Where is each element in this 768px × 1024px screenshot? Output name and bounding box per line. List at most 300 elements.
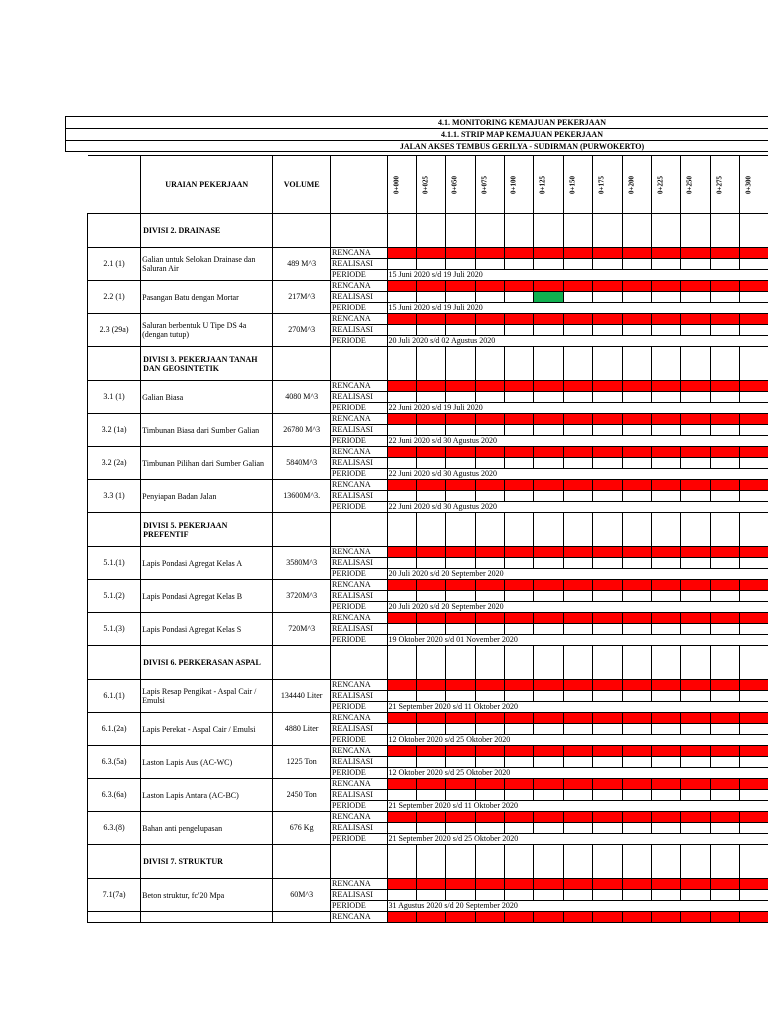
rencana-cell — [622, 281, 651, 292]
rencana-cell — [563, 613, 592, 624]
item-name-text: Laston Lapis Antara (AC-BC) — [142, 790, 239, 800]
work-item-row — [88, 447, 768, 458]
realisasi-cell — [475, 691, 504, 702]
rencana-cell — [387, 381, 416, 392]
rencana-cell — [387, 879, 416, 890]
periode-value: 31 Agustus 2020 s/d 20 September 2020 — [387, 901, 768, 912]
rencana-cell — [740, 613, 768, 624]
realisasi-cell — [681, 790, 710, 801]
realisasi-cell — [475, 392, 504, 403]
realisasi-cell — [446, 292, 475, 303]
realisasi-label: REALISASI — [331, 325, 388, 336]
realisasi-cell — [446, 624, 475, 635]
rencana-cell — [446, 281, 475, 292]
realisasi-cell — [475, 624, 504, 635]
rencana-cell — [475, 480, 504, 491]
rencana-cell — [563, 414, 592, 425]
rencana-cell — [534, 281, 563, 292]
rencana-cell — [416, 812, 445, 823]
rencana-cell — [740, 779, 768, 790]
realisasi-cell — [740, 724, 768, 735]
work-item-row — [88, 879, 768, 890]
station-cell — [681, 347, 710, 381]
rencana-cell — [534, 414, 563, 425]
realisasi-cell — [475, 558, 504, 569]
rencana-cell — [563, 314, 592, 325]
realisasi-cell — [681, 491, 710, 502]
item-volume: 5840M^3 — [273, 447, 331, 480]
station-cell — [740, 845, 768, 879]
rencana-cell — [387, 414, 416, 425]
realisasi-cell — [416, 425, 445, 436]
realisasi-cell — [416, 724, 445, 735]
item-code: 6.1.(2a) — [88, 713, 141, 746]
realisasi-label: REALISASI — [331, 790, 388, 801]
realisasi-cell — [416, 458, 445, 469]
periode-value: 22 Juni 2020 s/d 30 Agustus 2020 — [387, 469, 768, 480]
realisasi-label: REALISASI — [331, 491, 388, 502]
realisasi-cell — [710, 691, 739, 702]
item-volume: 13600M^3. — [273, 480, 331, 513]
rencana-cell — [651, 746, 680, 757]
rencana-cell — [710, 381, 739, 392]
realisasi-cell — [505, 458, 534, 469]
item-volume: 2450 Ton — [273, 779, 331, 812]
realisasi-cell — [651, 491, 680, 502]
periode-label: PERIODE — [331, 502, 388, 513]
rencana-cell — [387, 248, 416, 259]
rencana-label: RENCANA — [331, 447, 388, 458]
realisasi-cell — [534, 724, 563, 735]
progress-table — [87, 155, 768, 923]
rencana-cell — [416, 414, 445, 425]
realisasi-cell — [505, 558, 534, 569]
rencana-cell — [681, 680, 710, 691]
item-code: 3.3 (1) — [88, 480, 141, 513]
periode-label: PERIODE — [331, 403, 388, 414]
station-cell — [416, 347, 445, 381]
station-cell — [740, 214, 768, 248]
realisasi-cell — [710, 491, 739, 502]
station-cell — [446, 214, 475, 248]
item-name — [141, 746, 273, 779]
station-cell — [651, 347, 680, 381]
realisasi-cell — [593, 458, 622, 469]
rencana-cell — [622, 613, 651, 624]
item-code: 3.2 (1a) — [88, 414, 141, 447]
station-cell — [534, 845, 563, 879]
station-cell — [593, 214, 622, 248]
rencana-cell — [710, 314, 739, 325]
realisasi-cell — [651, 691, 680, 702]
realisasi-cell — [740, 823, 768, 834]
rencana-cell — [475, 779, 504, 790]
realisasi-cell — [446, 458, 475, 469]
rencana-cell — [622, 314, 651, 325]
rencana-cell — [534, 248, 563, 259]
rencana-cell — [416, 912, 445, 923]
realisasi-cell — [446, 691, 475, 702]
station-cell — [563, 646, 592, 680]
rencana-cell — [651, 680, 680, 691]
realisasi-cell — [593, 259, 622, 270]
station-cell — [505, 214, 534, 248]
division-row — [88, 845, 768, 879]
rencana-cell — [740, 680, 768, 691]
realisasi-cell — [740, 890, 768, 901]
rencana-cell — [416, 746, 445, 757]
rencana-label: RENCANA — [331, 812, 388, 823]
rencana-cell — [740, 713, 768, 724]
realisasi-label: REALISASI — [331, 259, 388, 270]
realisasi-cell — [563, 591, 592, 602]
item-code: 6.1.(1) — [88, 680, 141, 713]
station-cell — [622, 214, 651, 248]
rencana-cell — [505, 580, 534, 591]
rencana-cell — [710, 680, 739, 691]
rencana-cell — [740, 879, 768, 890]
rencana-cell — [446, 314, 475, 325]
rencana-cell — [622, 480, 651, 491]
realisasi-cell — [710, 392, 739, 403]
realisasi-cell — [475, 790, 504, 801]
rencana-cell — [446, 381, 475, 392]
rencana-cell — [416, 248, 445, 259]
realisasi-cell — [416, 790, 445, 801]
realisasi-cell — [622, 823, 651, 834]
realisasi-cell — [681, 558, 710, 569]
realisasi-cell — [475, 458, 504, 469]
rencana-cell — [563, 248, 592, 259]
rencana-cell — [446, 746, 475, 757]
station-cell — [387, 646, 416, 680]
realisasi-cell — [475, 325, 504, 336]
rencana-cell — [534, 779, 563, 790]
division-row — [88, 646, 768, 680]
item-name-text: Galian Biasa — [142, 392, 184, 402]
rencana-cell — [651, 580, 680, 591]
realisasi-cell — [505, 823, 534, 834]
rencana-cell — [475, 879, 504, 890]
realisasi-cell — [593, 757, 622, 768]
rencana-cell — [534, 480, 563, 491]
realisasi-label: REALISASI — [331, 624, 388, 635]
realisasi-cell — [651, 823, 680, 834]
realisasi-cell — [475, 823, 504, 834]
realisasi-cell — [416, 691, 445, 702]
station-cell — [534, 513, 563, 547]
realisasi-cell — [534, 591, 563, 602]
work-item-row — [88, 414, 768, 425]
realisasi-cell — [416, 624, 445, 635]
rencana-cell — [651, 713, 680, 724]
realisasi-cell — [593, 325, 622, 336]
realisasi-cell — [534, 325, 563, 336]
station-cell — [740, 513, 768, 547]
work-item-row — [88, 281, 768, 292]
rencana-cell — [740, 547, 768, 558]
realisasi-cell — [534, 624, 563, 635]
station-cell — [740, 347, 768, 381]
periode-value: 20 Juli 2020 s/d 20 September 2020 — [387, 569, 768, 580]
rencana-cell — [534, 812, 563, 823]
rencana-cell — [475, 314, 504, 325]
rencana-cell — [446, 480, 475, 491]
station-header — [622, 156, 651, 214]
rencana-cell — [505, 879, 534, 890]
station-cell — [563, 347, 592, 381]
station-label: 0+275 — [715, 175, 724, 194]
rencana-cell — [622, 879, 651, 890]
rencana-cell — [416, 680, 445, 691]
realisasi-cell — [387, 259, 416, 270]
rencana-cell — [534, 314, 563, 325]
rencana-cell — [416, 381, 445, 392]
realisasi-cell — [505, 491, 534, 502]
realisasi-cell — [710, 292, 739, 303]
station-cell — [710, 845, 739, 879]
rencana-cell — [563, 680, 592, 691]
realisasi-cell — [593, 890, 622, 901]
realisasi-cell — [622, 259, 651, 270]
realisasi-cell — [505, 790, 534, 801]
item-volume: 217M^3 — [273, 281, 331, 314]
realisasi-cell — [681, 458, 710, 469]
realisasi-cell — [563, 325, 592, 336]
station-cell — [681, 214, 710, 248]
realisasi-cell — [563, 425, 592, 436]
periode-label: PERIODE — [331, 735, 388, 746]
rencana-cell — [416, 547, 445, 558]
rencana-cell — [651, 447, 680, 458]
rencana-cell — [563, 746, 592, 757]
rencana-cell — [593, 480, 622, 491]
rencana-cell — [446, 248, 475, 259]
realisasi-cell — [651, 624, 680, 635]
rencana-cell — [710, 879, 739, 890]
rencana-cell — [534, 580, 563, 591]
rencana-cell — [710, 713, 739, 724]
realisasi-cell — [475, 292, 504, 303]
periode-value: 12 Oktober 2020 s/d 25 Oktober 2020 — [387, 735, 768, 746]
realisasi-cell — [593, 790, 622, 801]
rencana-cell — [681, 746, 710, 757]
rencana-cell — [593, 381, 622, 392]
station-cell — [446, 347, 475, 381]
rencana-cell — [651, 281, 680, 292]
station-cell — [475, 646, 504, 680]
station-cell — [593, 347, 622, 381]
rencana-label: RENCANA — [331, 281, 388, 292]
realisasi-cell — [475, 425, 504, 436]
rencana-cell — [710, 779, 739, 790]
station-header — [740, 156, 768, 214]
realisasi-cell — [593, 392, 622, 403]
rencana-cell — [534, 713, 563, 724]
realisasi-cell — [446, 259, 475, 270]
realisasi-cell — [740, 691, 768, 702]
realisasi-cell — [740, 591, 768, 602]
realisasi-cell — [387, 823, 416, 834]
realisasi-cell — [622, 724, 651, 735]
realisasi-cell — [651, 325, 680, 336]
division-volume — [273, 347, 331, 381]
realisasi-cell — [593, 624, 622, 635]
rencana-cell — [475, 248, 504, 259]
periode-label: PERIODE — [331, 635, 388, 646]
item-volume: 3580M^3 — [273, 547, 331, 580]
realisasi-cell — [710, 790, 739, 801]
item-volume: 3720M^3 — [273, 580, 331, 613]
item-volume: 134440 Liter — [273, 680, 331, 713]
rencana-cell — [387, 580, 416, 591]
realisasi-cell — [563, 890, 592, 901]
rencana-cell — [622, 812, 651, 823]
station-cell — [416, 513, 445, 547]
realisasi-cell — [446, 325, 475, 336]
rencana-cell — [681, 812, 710, 823]
realisasi-cell — [505, 292, 534, 303]
station-cell — [505, 347, 534, 381]
item-name-text: Timbunan Biasa dari Sumber Galian — [142, 425, 260, 435]
realisasi-cell — [475, 491, 504, 502]
rencana-cell — [681, 414, 710, 425]
station-label: 0+200 — [627, 175, 636, 194]
realisasi-cell — [651, 790, 680, 801]
station-cell — [710, 214, 739, 248]
rencana-cell — [534, 547, 563, 558]
realisasi-cell — [593, 724, 622, 735]
rencana-cell — [475, 680, 504, 691]
item-volume: 4880 Liter — [273, 713, 331, 746]
station-cell — [710, 347, 739, 381]
title-project: JALAN AKSES TEMBUS GERILYA - SUDIRMAN (PURWOKERTO) — [65, 140, 768, 152]
rencana-cell — [681, 879, 710, 890]
item-name-text: Pasangan Batu dengan Mortar — [142, 292, 239, 302]
rencana-cell — [593, 680, 622, 691]
realisasi-cell — [681, 392, 710, 403]
realisasi-cell — [651, 458, 680, 469]
rencana-label: RENCANA — [331, 879, 388, 890]
station-header — [710, 156, 739, 214]
rencana-cell — [416, 779, 445, 790]
rencana-cell — [534, 613, 563, 624]
station-label: 0+250 — [685, 175, 694, 194]
item-name-text: Lapis Pondasi Agregat Kelas A — [142, 558, 243, 568]
station-label: 0+075 — [480, 175, 489, 194]
periode-label: PERIODE — [331, 834, 388, 845]
station-header — [651, 156, 680, 214]
station-cell — [563, 513, 592, 547]
station-cell — [740, 646, 768, 680]
rencana-cell — [505, 314, 534, 325]
item-name — [141, 381, 273, 414]
item-name — [141, 480, 273, 513]
realisasi-cell — [387, 790, 416, 801]
station-cell — [416, 646, 445, 680]
item-volume: 676 Kg — [273, 812, 331, 845]
rencana-cell — [681, 480, 710, 491]
station-cell — [387, 214, 416, 248]
periode-label: PERIODE — [331, 303, 388, 314]
item-volume: 60M^3 — [273, 879, 331, 912]
realisasi-cell — [446, 724, 475, 735]
item-name — [141, 812, 273, 845]
periode-value: 22 Juni 2020 s/d 19 Juli 2020 — [387, 403, 768, 414]
division-row — [88, 214, 768, 248]
division-label — [331, 214, 388, 248]
realisasi-cell — [681, 624, 710, 635]
work-item-row — [88, 613, 768, 624]
rencana-cell — [622, 912, 651, 923]
realisasi-cell — [563, 392, 592, 403]
work-item-row — [88, 480, 768, 491]
station-cell — [387, 845, 416, 879]
periode-label: PERIODE — [331, 801, 388, 812]
realisasi-cell — [563, 724, 592, 735]
label-header — [331, 156, 388, 214]
realisasi-cell — [651, 425, 680, 436]
rencana-cell — [563, 713, 592, 724]
rencana-cell — [505, 613, 534, 624]
realisasi-cell — [563, 292, 592, 303]
rencana-cell — [387, 480, 416, 491]
rencana-cell — [387, 713, 416, 724]
realisasi-cell — [534, 757, 563, 768]
realisasi-cell — [416, 890, 445, 901]
rencana-cell — [446, 879, 475, 890]
station-cell — [593, 513, 622, 547]
station-header — [416, 156, 445, 214]
rencana-cell — [446, 414, 475, 425]
division-row — [88, 513, 768, 547]
periode-label: PERIODE — [331, 768, 388, 779]
title-strip-map: 4.1.1. STRIP MAP KEMAJUAN PEKERJAAN — [65, 128, 768, 140]
station-label: 0+150 — [568, 175, 577, 194]
realisasi-cell — [740, 325, 768, 336]
rencana-cell — [622, 447, 651, 458]
periode-label: PERIODE — [331, 602, 388, 613]
realisasi-cell — [534, 425, 563, 436]
item-name — [141, 248, 273, 281]
rencana-cell — [710, 414, 739, 425]
realisasi-cell — [563, 458, 592, 469]
rencana-cell — [622, 381, 651, 392]
item-name-text: Penyiapan Badan Jalan — [142, 491, 217, 501]
rencana-cell — [651, 779, 680, 790]
item-volume: 4080 M^3 — [273, 381, 331, 414]
station-cell — [505, 845, 534, 879]
item-name-text: Lapis Pondasi Agregat Kelas S — [142, 624, 242, 634]
rencana-cell — [505, 680, 534, 691]
rencana-cell — [563, 580, 592, 591]
rencana-cell — [740, 580, 768, 591]
rencana-cell — [740, 414, 768, 425]
station-cell — [387, 347, 416, 381]
realisasi-cell — [651, 558, 680, 569]
work-item-row — [88, 314, 768, 325]
periode-value: 20 Juli 2020 s/d 02 Agustus 2020 — [387, 336, 768, 347]
station-cell — [505, 646, 534, 680]
periode-value: 19 Oktober 2020 s/d 01 November 2020 — [387, 635, 768, 646]
item-name — [141, 613, 273, 646]
realisasi-cell — [387, 757, 416, 768]
rencana-cell — [475, 746, 504, 757]
realisasi-cell — [416, 392, 445, 403]
rencana-label: RENCANA — [331, 680, 388, 691]
item-name-text: Galian untuk Selokan Drainase dan Saluran Air — [142, 255, 256, 273]
realisasi-cell — [651, 890, 680, 901]
